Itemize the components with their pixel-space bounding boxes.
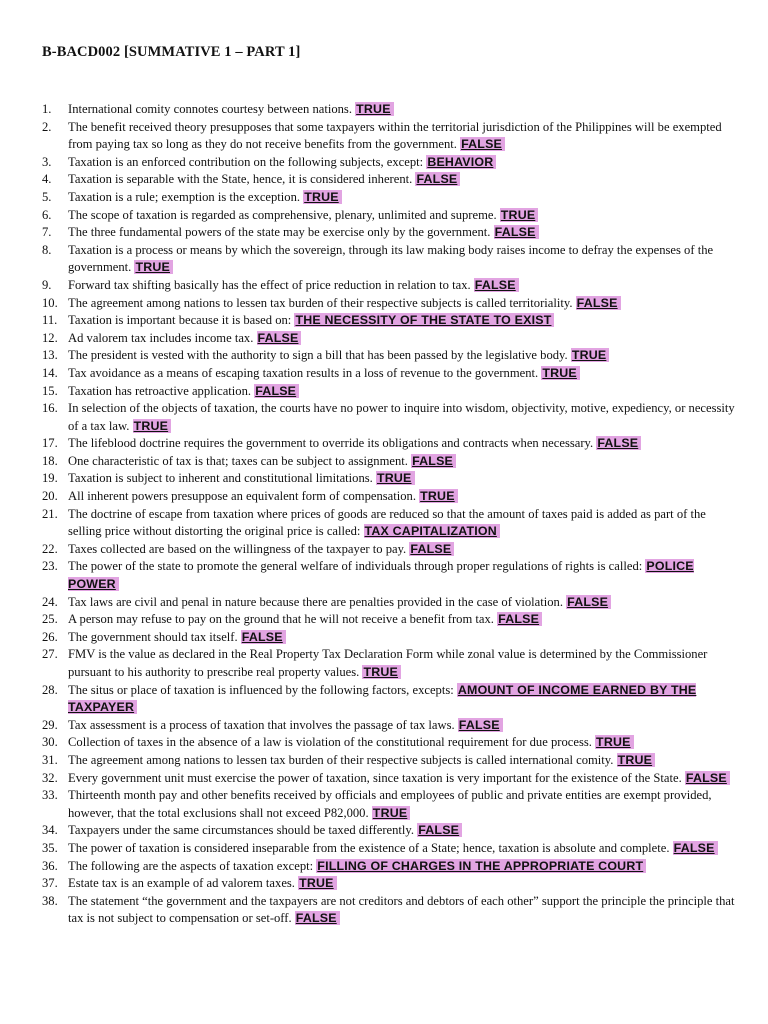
answer-highlight: TRUE: [419, 489, 458, 503]
question-number: 35.: [42, 840, 58, 855]
question-number: 4.: [42, 172, 52, 187]
answer-highlight: TAX CAPITALIZATION: [364, 524, 500, 538]
question-text: Collection of taxes in the absence of a law is violation of the constitutional requirement for due process.: [68, 735, 592, 750]
answer-highlight: FALSE: [417, 823, 462, 837]
question-text: The lifeblood doctrine requires the government to override its obligations and contracts when necessary.: [68, 436, 594, 451]
question-number: 31.: [42, 752, 58, 767]
answer-highlight: TRUE: [362, 665, 401, 679]
question-text: The three fundamental powers of the state may be exercise only by the government.: [68, 225, 491, 240]
question-item: [42, 682, 742, 717]
question-number: 25.: [42, 612, 58, 627]
question-text: Estate tax is an example of ad valorem taxes.: [68, 876, 295, 891]
answer-highlight: FALSE: [494, 225, 539, 239]
question-number: 16.: [42, 401, 58, 416]
question-text: The following are the aspects of taxation except:: [68, 858, 314, 873]
question-number: 18.: [42, 453, 58, 468]
question-item: [42, 488, 742, 506]
question-text: Taxes collected are based on the willingness of the taxpayer to pay.: [68, 541, 407, 556]
question-number: 13.: [42, 348, 58, 363]
question-text: The power of the state to promote the general welfare of individuals through proper regulations of rights is called:: [68, 559, 643, 574]
question-number: 3.: [42, 154, 52, 169]
question-text: The agreement among nations to lessen tax burden of their respective subjects is called international comity.: [68, 752, 614, 767]
answer-highlight: TRUE: [134, 260, 173, 274]
answer-highlight: FALSE: [474, 278, 519, 292]
question-text: In selection of the objects of taxation, the courts have no power to inquire into wisdom, objectivity, motive, expediency, or necessity of a tax law.: [68, 401, 735, 433]
question-number: 5.: [42, 189, 52, 204]
answer-highlight: TRUE: [133, 419, 172, 433]
question-item: [42, 435, 742, 453]
question-number: 1.: [42, 102, 52, 116]
question-item: [42, 611, 742, 629]
question-item: [42, 347, 742, 365]
answer-highlight: FALSE: [241, 630, 286, 644]
answer-highlight: FALSE: [458, 718, 503, 732]
answer-highlight: FALSE: [596, 436, 641, 450]
answer-highlight: FALSE: [673, 841, 718, 855]
question-item: [42, 453, 742, 471]
question-number: 8.: [42, 242, 52, 257]
answer-highlight: TRUE: [541, 366, 580, 380]
question-text: The situs or place of taxation is influenced by the following factors, excepts:: [68, 682, 454, 697]
question-text: The statement “the government and the taxpayers are not creditors and debtors of each other” support the principle the principle that tax is not subject to compensation or set-off.: [68, 893, 735, 926]
question-text: Tax avoidance as a means of escaping taxation results in a loss of revenue to the government.: [68, 365, 539, 380]
question-item: [42, 277, 742, 295]
question-number: 11.: [42, 313, 58, 328]
question-text: The president is vested with the authority to sign a bill that has been passed by the legislative body.: [68, 348, 568, 363]
question-item: [42, 893, 742, 928]
question-item: [42, 189, 742, 207]
answer-highlight: POLICE POWER: [68, 559, 694, 592]
answer-highlight: TRUE: [372, 806, 411, 820]
answer-highlight: FALSE: [685, 771, 730, 785]
question-number: 2.: [42, 119, 52, 134]
question-item: [42, 858, 742, 876]
question-item: [42, 400, 742, 435]
question-item: [42, 506, 742, 541]
question-item: [42, 752, 742, 770]
question-text: Taxation has retroactive application.: [68, 383, 252, 398]
question-number: 17.: [42, 436, 58, 451]
answer-highlight: BEHAVIOR: [426, 155, 496, 169]
question-text: Taxation is subject to inherent and constitutional limitations.: [68, 471, 373, 486]
answer-highlight: TRUE: [376, 471, 415, 485]
question-item: [42, 119, 742, 154]
question-text: Taxation is an enforced contribution on the following subjects, except:: [68, 154, 424, 169]
answer-highlight: THE NECESSITY OF THE STATE TO EXIST: [294, 313, 554, 327]
question-item: [42, 734, 742, 752]
question-number: 33.: [42, 788, 58, 803]
question-item: [42, 295, 742, 313]
question-number: 36.: [42, 858, 58, 873]
question-text: Thirteenth month pay and other benefits received by officials and employees of public and private entities are exempt provided, however, that the total exclusions shall not exceed P82,000.: [68, 788, 712, 820]
question-text: Taxpayers under the same circumstances should be taxed differently.: [68, 823, 415, 838]
question-number: 26.: [42, 629, 58, 644]
question-item: [42, 875, 742, 893]
question-item: [42, 224, 742, 242]
answer-highlight: TRUE: [571, 348, 610, 362]
question-text: International comity connotes courtesy between nations.: [68, 102, 352, 116]
question-number: 22.: [42, 541, 58, 556]
question-text: The power of taxation is considered inseparable from the existence of a State; hence, taxation is absolute and complete.: [68, 840, 670, 855]
question-item: [42, 629, 742, 647]
answer-highlight: TRUE: [617, 753, 656, 767]
answer-highlight: AMOUNT OF INCOME EARNED BY THE TAXPAYER: [68, 682, 697, 715]
question-item: [42, 365, 742, 383]
answer-highlight: FALSE: [497, 612, 542, 626]
question-item: [42, 101, 742, 119]
question-text: Taxation is separable with the State, hence, it is considered inherent.: [68, 172, 413, 187]
question-number: 10.: [42, 295, 58, 310]
answer-highlight: TRUE: [500, 208, 539, 222]
question-number: 29.: [42, 717, 58, 732]
question-list: [42, 101, 742, 928]
question-text: Ad valorem tax includes income tax.: [68, 330, 254, 345]
question-item: [42, 154, 742, 172]
question-number: 24.: [42, 594, 58, 609]
question-number: 28.: [42, 682, 58, 697]
question-number: 30.: [42, 735, 58, 750]
question-item: [42, 787, 742, 822]
answer-highlight: FALSE: [415, 172, 460, 186]
answer-highlight: FALSE: [576, 296, 621, 310]
question-item: [42, 717, 742, 735]
answer-highlight: FALSE: [566, 595, 611, 609]
question-number: 12.: [42, 330, 58, 345]
question-number: 9.: [42, 277, 52, 292]
question-item: [42, 470, 742, 488]
question-item: [42, 541, 742, 559]
question-item: [42, 646, 742, 681]
question-item: [42, 312, 742, 330]
document-title: B-BACD002 [SUMMATIVE 1 – PART 1]: [42, 44, 301, 60]
answer-highlight: FALSE: [295, 911, 340, 925]
answer-highlight: FALSE: [411, 454, 456, 468]
question-text: The doctrine of escape from taxation where prices of goods are reduced so that the amount of taxes paid is added as part of the selling price without distorting the original price is called:: [68, 506, 706, 539]
question-item: [42, 207, 742, 225]
question-text: Tax laws are civil and penal in nature because there are penalties provided in the case of violation.: [68, 594, 563, 609]
answer-highlight: FALSE: [460, 137, 505, 151]
question-item: [42, 558, 742, 593]
answer-highlight: TRUE: [595, 735, 634, 749]
question-number: 15.: [42, 383, 58, 398]
question-text: Every government unit must exercise the power of taxation, since taxation is very important for the existence of the State.: [68, 770, 682, 785]
question-text: One characteristic of tax is that; taxes can be subject to assignment.: [68, 453, 408, 468]
question-text: Taxation is important because it is based on:: [68, 313, 292, 328]
question-text: The scope of taxation is regarded as comprehensive, plenary, unlimited and supreme.: [68, 207, 497, 222]
answer-highlight: FALSE: [409, 542, 454, 556]
question-text: The agreement among nations to lessen tax burden of their respective subjects is called territoriality.: [68, 295, 573, 310]
question-number: 14.: [42, 365, 58, 380]
question-text: Taxation is a rule; exemption is the exception.: [68, 189, 301, 204]
question-item: [42, 383, 742, 401]
answer-highlight: TRUE: [298, 876, 337, 890]
question-number: 37.: [42, 876, 58, 891]
question-text: Forward tax shifting basically has the effect of price reduction in relation to tax.: [68, 277, 471, 292]
question-item: [42, 840, 742, 858]
question-text: Tax assessment is a process of taxation that involves the passage of tax laws.: [68, 717, 455, 732]
question-text: The government should tax itself.: [68, 629, 238, 644]
question-item: [42, 770, 742, 788]
answer-highlight: TRUE: [355, 102, 394, 116]
answer-highlight: TRUE: [303, 190, 342, 204]
question-text: All inherent powers presuppose an equivalent form of compensation.: [68, 489, 416, 504]
question-number: 27.: [42, 647, 58, 662]
question-text: A person may refuse to pay on the ground that he will not receive a benefit from tax.: [68, 612, 494, 627]
question-item: [42, 822, 742, 840]
question-number: 23.: [42, 559, 58, 574]
answer-highlight: FALSE: [254, 384, 299, 398]
question-number: 20.: [42, 489, 58, 504]
question-item: [42, 330, 742, 348]
question-number: 32.: [42, 770, 58, 785]
question-item: [42, 242, 742, 277]
question-number: 38.: [42, 893, 58, 908]
answer-highlight: FILLING OF CHARGES IN THE APPROPRIATE COURT: [316, 859, 646, 873]
answer-highlight: FALSE: [257, 331, 302, 345]
question-number: 6.: [42, 207, 52, 222]
question-item: [42, 594, 742, 612]
question-text: The benefit received theory presupposes that some taxpayers within the territorial jurisdiction of the Philippines will be exempted from paying tax so long as they do not receive benefits from the government.: [68, 119, 722, 152]
question-number: 7.: [42, 225, 52, 240]
question-number: 19.: [42, 471, 58, 486]
question-item: [42, 171, 742, 189]
question-number: 34.: [42, 823, 58, 838]
question-number: 21.: [42, 506, 58, 521]
question-text: FMV is the value as declared in the Real Property Tax Declaration Form while zonal value is determined by the Commissioner pursuant to his authority to prescribe real property values.: [68, 647, 708, 679]
question-text: Taxation is a process or means by which the sovereign, through its law making body raises income to defray the expenses of the government.: [68, 242, 714, 275]
